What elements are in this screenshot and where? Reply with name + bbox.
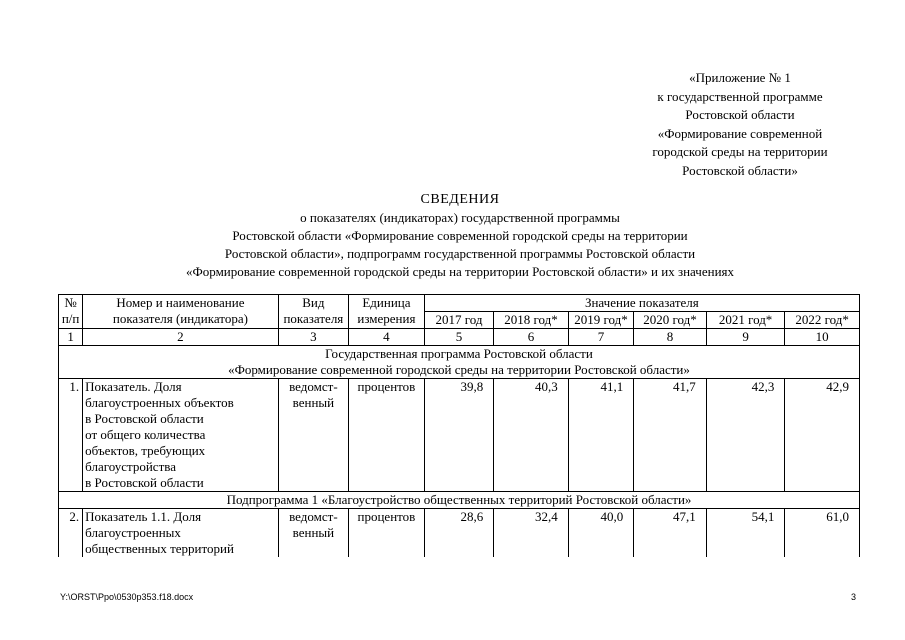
column-number: 3 (278, 329, 349, 346)
section-program-line: Государственная программа Ростовской области (325, 346, 593, 361)
column-number: 1 (59, 329, 83, 346)
row-num: 1. (59, 379, 83, 492)
header-row (59, 295, 860, 312)
document-heading (60, 191, 860, 281)
appendix-line: Ростовской области» (682, 162, 798, 178)
row-unit: процентов (349, 509, 425, 558)
column-number: 4 (349, 329, 425, 346)
appendix-line: «Приложение № 1 (689, 70, 791, 85)
row-value: 39,8 (424, 379, 494, 492)
row-value: 41,7 (634, 379, 707, 492)
header-year: 2020 год* (634, 312, 707, 329)
column-numbers-row (59, 329, 860, 346)
appendix-line: городской среды на территории (652, 144, 828, 159)
header-year: 2018 год* (494, 312, 569, 329)
footer-file-path: Y:\ORST\Ppo\0530p353.f18.docx (60, 592, 194, 602)
section-subprogram-row (59, 492, 860, 509)
row-name-line: в Ростовской области (85, 475, 204, 490)
appendix-block (620, 69, 860, 180)
header-year: 2017 год (424, 312, 494, 329)
heading-line: Ростовской области», подпрограмм государственной программы Ростовской области (224, 246, 696, 261)
appendix-line: к государственной программе (657, 88, 823, 104)
header-name: Номер и наименование показателя (индикатора) (83, 295, 278, 329)
row-value: 42,3 (706, 379, 785, 492)
row-name-line: объектов, требующих (85, 443, 206, 458)
row-name-line: благоустройства (85, 459, 176, 474)
page-number: 3 (851, 592, 857, 602)
document-title: СВЕДЕНИЯ (420, 192, 500, 207)
appendix-line: «Формирование современной (657, 125, 823, 141)
header-year: 2019 год* (568, 312, 633, 329)
column-number: 5 (424, 329, 494, 346)
header-kind: Вид показателя (278, 295, 349, 329)
table-row (59, 509, 860, 558)
row-kind-line: венный (292, 525, 335, 540)
heading-line: о показателях (индикаторах) государственной программы (300, 210, 620, 225)
column-number: 6 (494, 329, 569, 346)
row-name (83, 379, 278, 492)
row-name-line: Показатель 1.1. Доля (85, 509, 202, 524)
row-value: 41,1 (568, 379, 633, 492)
column-number: 8 (634, 329, 707, 346)
row-name (83, 509, 278, 558)
heading-line: «Формирование современной городской среды на территории Ростовской области» и их значениях (186, 264, 734, 279)
header-unit: Единица измерения (349, 295, 425, 329)
column-number: 7 (568, 329, 633, 346)
column-number: 10 (785, 329, 860, 346)
row-value: 42,9 (785, 379, 860, 492)
section-subprogram: Подпрограмма 1 «Благоустройство общественных территорий Ростовской области» (59, 492, 860, 509)
row-name-line: общественных территорий (85, 541, 234, 556)
row-kind-line: ведомст- (289, 509, 338, 524)
column-number: 2 (83, 329, 278, 346)
row-name-line: благоустроенных (85, 525, 181, 540)
row-value: 40,3 (494, 379, 569, 492)
row-kind (278, 509, 349, 558)
row-value: 47,1 (634, 509, 707, 558)
section-program-line: «Формирование современной городской среды на территории Ростовской области» (228, 362, 690, 377)
row-name-line: Показатель. Доля (85, 379, 182, 394)
row-name-line: в Ростовской области (85, 411, 204, 426)
row-kind-line: ведомст- (289, 379, 338, 394)
row-unit: процентов (349, 379, 425, 492)
row-value: 28,6 (424, 509, 494, 558)
column-number: 9 (706, 329, 785, 346)
row-value: 40,0 (568, 509, 633, 558)
row-value: 32,4 (494, 509, 569, 558)
row-name-line: благоустроенных объектов (85, 395, 234, 410)
header-num: № п/п (59, 295, 83, 329)
row-kind-line: венный (292, 395, 335, 410)
header-year: 2021 год* (706, 312, 785, 329)
row-value: 61,0 (785, 509, 860, 558)
heading-line: Ростовской области «Формирование современной городской среды на территории (232, 228, 688, 243)
row-kind (278, 379, 349, 492)
indicators-table (58, 294, 860, 557)
header-year: 2022 год* (785, 312, 860, 329)
header-value-group: Значение показателя (424, 295, 859, 312)
section-program (59, 346, 860, 379)
row-value: 54,1 (706, 509, 785, 558)
section-program-row (59, 346, 860, 379)
row-num: 2. (59, 509, 83, 558)
appendix-line: Ростовской области (685, 107, 795, 122)
table-row (59, 379, 860, 492)
row-name-line: от общего количества (85, 427, 206, 442)
